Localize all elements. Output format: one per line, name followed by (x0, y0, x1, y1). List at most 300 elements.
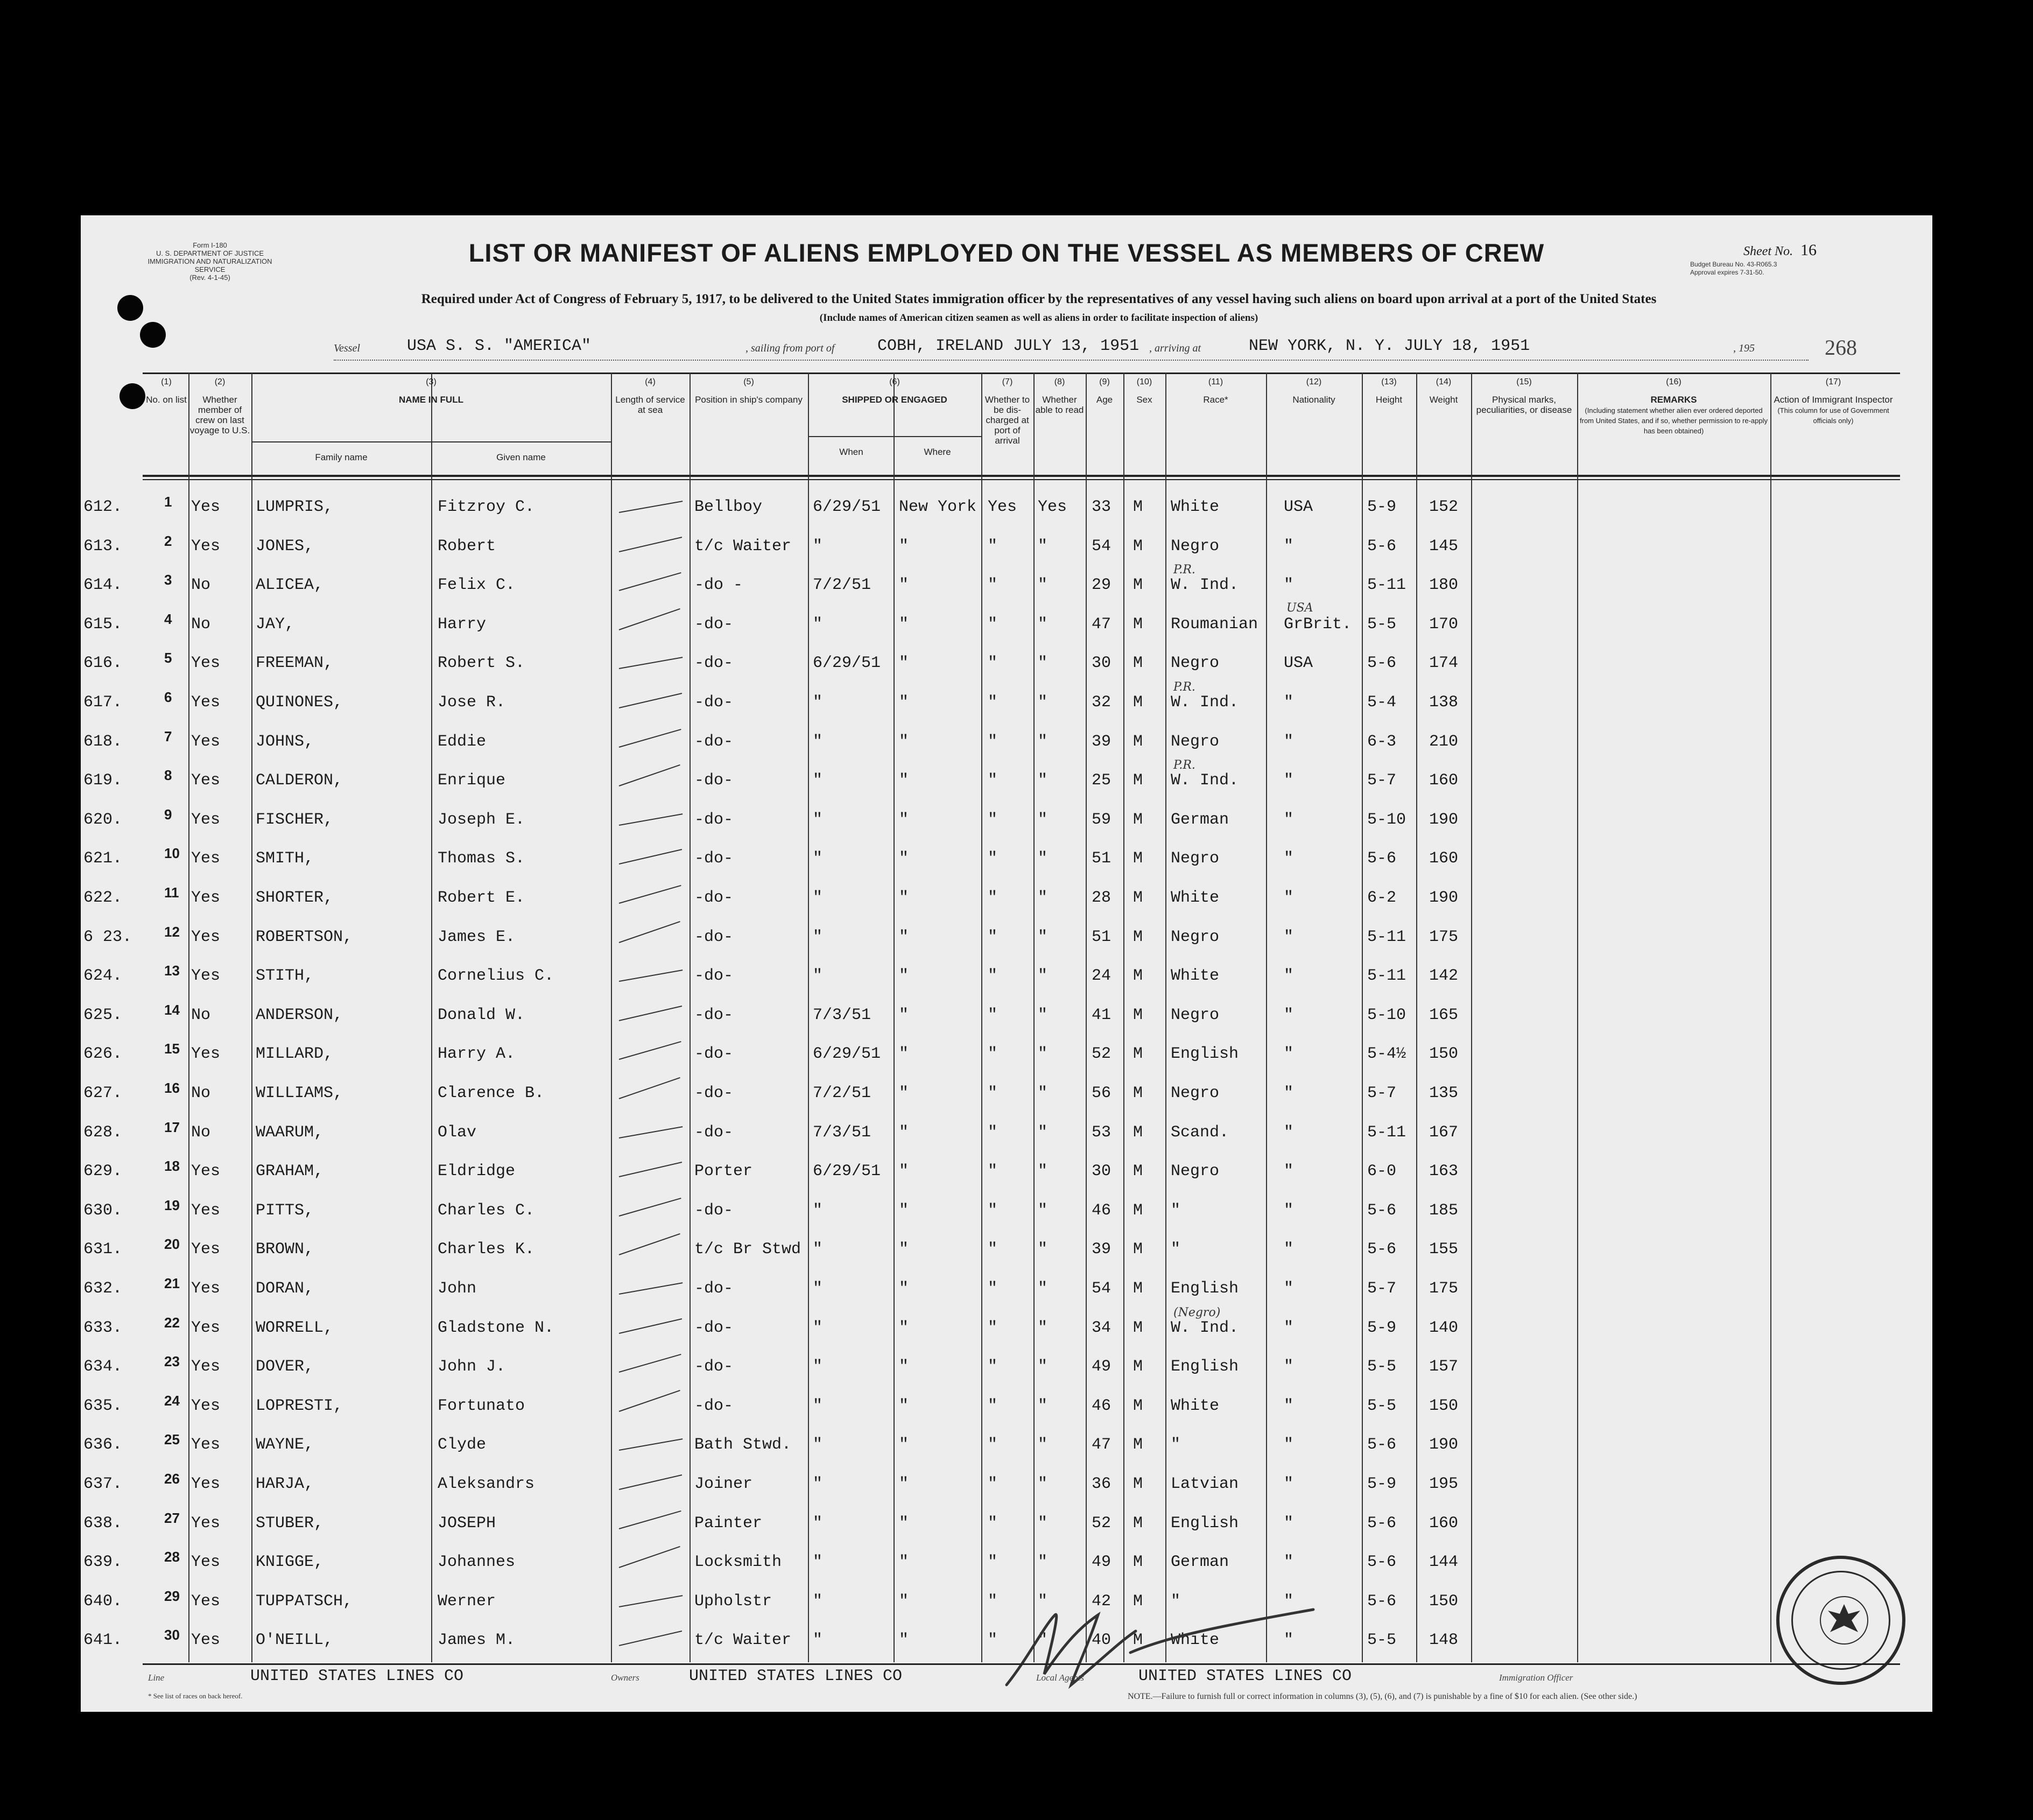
arrival: NEW YORK, N. Y. JULY 18, 1951 (1249, 337, 1530, 355)
nationality-cell: " (1284, 1201, 1294, 1220)
list-number-cell: 619. (83, 771, 123, 790)
nationality-cell: " (1284, 810, 1294, 829)
weight-cell: 174 (1429, 654, 1459, 673)
list-number-cell: 638. (83, 1514, 123, 1533)
position-cell: -do- (694, 1123, 734, 1142)
row-number-cell: 9 (164, 806, 172, 823)
sex-cell: M (1133, 1084, 1143, 1102)
row-number-cell: 29 (164, 1587, 180, 1604)
height-cell: 5-5 (1367, 1631, 1397, 1650)
sex-cell: M (1133, 1006, 1143, 1024)
able-to-read-cell: " (1038, 537, 1048, 556)
race-cell: White (1171, 498, 1220, 516)
discharged-cell: " (988, 1240, 998, 1259)
sex-cell: M (1133, 1162, 1143, 1181)
sex-cell: M (1133, 615, 1143, 634)
col-header-sex: (10) Sex (1136, 377, 1152, 405)
family-name-cell: MILLARD, (256, 1045, 334, 1064)
table-row (81, 1305, 1932, 1358)
shipped-where-cell: " (899, 889, 909, 907)
discharged-cell: " (988, 1436, 998, 1454)
age-cell: 52 (1092, 1514, 1112, 1533)
list-number-cell: 634. (83, 1358, 123, 1376)
able-to-read-cell: " (1038, 771, 1048, 790)
age-cell: 47 (1092, 1436, 1112, 1454)
discharged-cell: " (988, 1123, 998, 1142)
family-name-cell: SMITH, (256, 849, 314, 868)
table-row (81, 1392, 1932, 1436)
able-to-read-cell: " (1038, 732, 1048, 751)
row-number-cell: 10 (164, 845, 180, 862)
race-cell: German (1171, 810, 1229, 829)
height-cell: 5-6 (1367, 1436, 1397, 1454)
last-voyage-cell: Yes (191, 1631, 221, 1650)
service-tick-mark (619, 1162, 682, 1177)
race-cell: " (1171, 1592, 1181, 1611)
table-row (81, 923, 1932, 967)
race-cell: " (1171, 1436, 1181, 1454)
sex-cell: M (1133, 693, 1143, 712)
nationality-cell: " (1284, 1006, 1294, 1024)
weight-cell: 160 (1429, 1514, 1459, 1533)
table-row (81, 1041, 1932, 1084)
discharged-cell: " (988, 1553, 998, 1572)
subtitle: Required under Act of Congress of February 5, 1917, to be delivered to the United States immigration officer by the representatives of any vessel having such aliens on board upon arrival at a port of the United States (421, 292, 1657, 306)
table-row (81, 601, 1932, 654)
weight-cell: 190 (1429, 810, 1459, 829)
shipped-when-cell: " (813, 1318, 823, 1337)
race-cell: White (1171, 1396, 1220, 1415)
nationality-cell: " (1284, 576, 1294, 595)
row-number-cell: 27 (164, 1509, 180, 1526)
height-cell: 5-6 (1367, 1201, 1397, 1220)
family-name-cell: FISCHER, (256, 810, 334, 829)
col-header-family-name: Family name (315, 452, 368, 462)
nationality-cell: " (1284, 1475, 1294, 1493)
race-cell: English (1171, 1514, 1239, 1533)
eagle-icon (1817, 1593, 1871, 1647)
table-row (81, 806, 1932, 849)
nationality-cell: " (1284, 732, 1294, 751)
discharged-cell: " (988, 1396, 998, 1415)
given-name-cell: Joseph E. (438, 810, 525, 829)
last-voyage-cell: Yes (191, 927, 221, 946)
col-header-remarks: (16) REMARKS (Including statement whether alien ever ordered deported from United States, and if so, whether permission to re-apply has been obtained) (1580, 377, 1768, 435)
age-cell: 49 (1092, 1553, 1112, 1572)
family-name-cell: ALICEA, (256, 576, 324, 595)
age-cell: 54 (1092, 537, 1112, 556)
shipped-when-cell: " (813, 889, 823, 907)
age-cell: 53 (1092, 1123, 1112, 1142)
position-cell: -do- (694, 771, 734, 790)
sex-cell: M (1133, 849, 1143, 868)
shipped-where-cell: " (899, 1553, 909, 1572)
able-to-read-cell: " (1038, 615, 1048, 634)
list-number-cell: 6 23. (83, 927, 132, 946)
race-cell: Negro (1171, 1162, 1220, 1181)
height-cell: 6-3 (1367, 732, 1397, 751)
col-header-physical-marks: (15) Physical marks, peculiarities, or disease (1476, 377, 1572, 415)
age-cell: 30 (1092, 1162, 1112, 1181)
able-to-read-cell: " (1038, 693, 1048, 712)
able-to-read-cell: " (1038, 1123, 1048, 1142)
age-cell: 41 (1092, 1006, 1112, 1024)
last-voyage-cell: Yes (191, 849, 221, 868)
last-voyage-cell: No (191, 1006, 211, 1024)
service-tick-mark (619, 1126, 683, 1139)
shipped-where-cell: " (899, 1631, 909, 1650)
able-to-read-cell: " (1038, 1475, 1048, 1493)
age-cell: 46 (1092, 1201, 1112, 1220)
family-name-cell: WAYNE, (256, 1436, 314, 1454)
table-row (81, 1080, 1932, 1123)
table-row (81, 563, 1932, 615)
family-name-cell: STITH, (256, 967, 314, 986)
row-number-cell: 4 (164, 610, 172, 627)
shipped-where-cell: " (899, 967, 909, 986)
shipped-where-cell: " (899, 810, 909, 829)
row-number-cell: 5 (164, 650, 172, 666)
nationality-cell: " (1284, 967, 1294, 986)
name-subheader-rule (251, 441, 611, 442)
nationality-cell: " (1284, 1280, 1294, 1298)
nationality-cell: " (1284, 1162, 1294, 1181)
height-cell: 5-4 (1367, 693, 1397, 712)
service-tick-mark (619, 537, 682, 552)
position-cell: -do- (694, 1201, 734, 1220)
list-number-cell: 635. (83, 1396, 123, 1415)
sex-cell: M (1133, 1631, 1143, 1650)
shipped-when-cell: " (813, 693, 823, 712)
discharged-cell: " (988, 1084, 998, 1102)
family-name-cell: ROBERTSON, (256, 927, 353, 946)
given-name-cell: Gladstone N. (438, 1318, 554, 1337)
race-cell: Negro (1171, 732, 1220, 751)
service-tick-mark (619, 1282, 683, 1295)
row-number-cell: 2 (164, 532, 172, 549)
list-number-cell: 637. (83, 1475, 123, 1493)
shipped-where-cell: " (899, 1162, 909, 1181)
able-to-read-cell: " (1038, 1006, 1048, 1024)
weight-cell: 152 (1429, 498, 1459, 516)
row-number-cell: 30 (164, 1627, 180, 1643)
last-voyage-cell: Yes (191, 1045, 221, 1064)
weight-cell: 163 (1429, 1162, 1459, 1181)
service-tick-mark (619, 1006, 682, 1021)
row-number-cell: 18 (164, 1158, 180, 1175)
last-voyage-cell: No (191, 1123, 211, 1142)
given-name-cell: Charles K. (438, 1240, 535, 1259)
sex-cell: M (1133, 537, 1143, 556)
shipped-when-cell: 6/29/51 (813, 654, 881, 673)
shipped-where-cell: " (899, 1006, 909, 1024)
table-row (81, 1197, 1932, 1240)
row-number-cell: 19 (164, 1197, 180, 1213)
last-voyage-cell: Yes (191, 1396, 221, 1415)
weight-cell: 155 (1429, 1240, 1459, 1259)
row-number-cell: 15 (164, 1041, 180, 1057)
race-cell: Latvian (1171, 1475, 1239, 1493)
position-cell: -do- (694, 889, 734, 907)
header-rule (143, 479, 1900, 480)
header-rule (143, 475, 1900, 477)
given-name-cell: Robert (438, 537, 496, 556)
position-cell: -do- (694, 1396, 734, 1415)
able-to-read-cell: " (1038, 927, 1048, 946)
position-cell: -do- (694, 1045, 734, 1064)
list-number-cell: 629. (83, 1162, 123, 1181)
col-header-discharged: (7) Whether to be dis-charged at port of arrival (984, 377, 1030, 446)
family-name-cell: FREEMAN, (256, 654, 334, 673)
sex-cell: M (1133, 1592, 1143, 1611)
row-number-cell: 24 (164, 1392, 180, 1409)
service-tick-mark (619, 1318, 682, 1334)
age-cell: 46 (1092, 1396, 1112, 1415)
sex-cell: M (1133, 1514, 1143, 1533)
shipped-when-cell: " (813, 849, 823, 868)
list-number-cell: 614. (83, 576, 123, 595)
race-cell: Negro (1171, 927, 1220, 946)
height-cell: 5-6 (1367, 849, 1397, 868)
race-cell: English (1171, 1045, 1239, 1064)
able-to-read-cell: " (1038, 1240, 1048, 1259)
height-cell: 5-10 (1367, 1006, 1406, 1024)
discharged-cell: " (988, 810, 998, 829)
last-voyage-cell: Yes (191, 1592, 221, 1611)
height-cell: 5-9 (1367, 498, 1397, 516)
able-to-read-cell: " (1038, 849, 1048, 868)
list-number-cell: 622. (83, 889, 123, 907)
list-number-cell: 612. (83, 498, 123, 516)
race-cell: White (1171, 967, 1220, 986)
position-cell: -do- (694, 1358, 734, 1376)
shipped-where-cell: " (899, 849, 909, 868)
discharged-cell: " (988, 1514, 998, 1533)
position-cell: t/c Waiter (694, 1631, 792, 1650)
shipped-when-cell: " (813, 615, 823, 634)
last-voyage-cell: Yes (191, 1514, 221, 1533)
able-to-read-cell: " (1038, 1358, 1048, 1376)
last-voyage-cell: Yes (191, 1318, 221, 1337)
age-cell: 52 (1092, 1045, 1112, 1064)
table-row (81, 1353, 1932, 1396)
given-name-cell: Robert S. (438, 654, 525, 673)
shipped-when-cell: " (813, 1514, 823, 1533)
height-cell: 5-5 (1367, 615, 1397, 634)
last-voyage-cell: Yes (191, 889, 221, 907)
race-annotation: (Negro) (1173, 1305, 1221, 1319)
table-row (81, 728, 1932, 771)
col-header-position: (5) Position in ship's company (695, 377, 803, 405)
race-cell: Roumanian (1171, 615, 1258, 634)
age-cell: 42 (1092, 1592, 1112, 1611)
height-cell: 6-0 (1367, 1162, 1397, 1181)
row-number-cell: 20 (164, 1236, 180, 1253)
position-cell: -do- (694, 849, 734, 868)
able-to-read-cell: Yes (1038, 498, 1067, 516)
given-name-cell: Charles C. (438, 1201, 535, 1220)
list-number-cell: 620. (83, 810, 123, 829)
weight-cell: 185 (1429, 1201, 1459, 1220)
given-name-cell: Clarence B. (438, 1084, 545, 1102)
nationality-annotation: USA (1286, 601, 1313, 615)
last-voyage-cell: No (191, 1084, 211, 1102)
given-name-cell: John (438, 1280, 477, 1298)
service-tick-mark (619, 693, 682, 708)
shipped-when-cell: " (813, 967, 823, 986)
discharged-cell: " (988, 927, 998, 946)
position-cell: -do- (694, 1318, 734, 1337)
row-number-cell: 12 (164, 923, 180, 940)
discharged-cell: Yes (988, 498, 1017, 516)
shipped-where-cell: " (899, 1123, 909, 1142)
sex-cell: M (1133, 1318, 1143, 1337)
shipped-where-cell: " (899, 537, 909, 556)
footer: Line UNITED STATES LINES CO Owners UNITED STATES LINES CO Local Agents UNITED STATES LINES CO Immigration Officer * See list of races on back hereof. NOTE.—Failure to furnish full or correct information in columns (3), (5), (6), and (7) is punishable by a fine of $10 for each alien. (See other side.) (143, 1663, 1900, 1708)
given-name-cell: JOSEPH (438, 1514, 496, 1533)
list-number-cell: 617. (83, 693, 123, 712)
able-to-read-cell: " (1038, 1318, 1048, 1337)
position-cell: Bellboy (694, 498, 763, 516)
position-cell: -do- (694, 615, 734, 634)
shipped-where-cell: " (899, 1201, 909, 1220)
penalty-note: NOTE.—Failure to furnish full or correct information in columns (3), (5), (6), and (7) is punishable by a fine of $10 for each alien. (See other side.) (1128, 1692, 1637, 1701)
nationality-cell: " (1284, 1592, 1294, 1611)
row-number-cell: 1 (164, 494, 172, 510)
page-title: LIST OR MANIFEST OF ALIENS EMPLOYED ON THE VESSEL AS MEMBERS OF CREW (468, 238, 1545, 267)
nationality-cell: " (1284, 1318, 1294, 1337)
able-to-read-cell: " (1038, 1436, 1048, 1454)
list-number-cell: 613. (83, 537, 123, 556)
age-cell: 32 (1092, 693, 1112, 712)
shipped-when-cell: " (813, 1631, 823, 1650)
service-tick-mark (619, 813, 683, 826)
sex-cell: M (1133, 889, 1143, 907)
nationality-cell: " (1284, 537, 1294, 556)
given-name-cell: Eldridge (438, 1162, 516, 1181)
last-voyage-cell: Yes (191, 1240, 221, 1259)
given-name-cell: Enrique (438, 771, 506, 790)
family-name-cell: CALDERON, (256, 771, 343, 790)
sheet-number: Sheet No. 16 (1743, 241, 1817, 259)
given-name-cell: Cornelius C. (438, 967, 554, 986)
row-number-cell: 14 (164, 1001, 180, 1018)
family-name-cell: JONES, (256, 537, 314, 556)
discharged-cell: " (988, 1006, 998, 1024)
col-header-service: (4) Length of service at sea (615, 377, 685, 415)
shipped-when-cell: " (813, 1280, 823, 1298)
age-cell: 30 (1092, 654, 1112, 673)
table-row (81, 1158, 1932, 1201)
height-cell: 5-11 (1367, 927, 1406, 946)
race-cell: W. Ind. (1171, 1318, 1239, 1337)
row-number-cell: 17 (164, 1119, 180, 1135)
last-voyage-cell: Yes (191, 498, 221, 516)
subtitle-note: (Include names of American citizen seamen as well as aliens in order to facilitate inspection of aliens) (819, 312, 1258, 324)
weight-cell: 175 (1429, 927, 1459, 946)
weight-cell: 180 (1429, 576, 1459, 595)
list-number-cell: 632. (83, 1280, 123, 1298)
weight-cell: 138 (1429, 693, 1459, 712)
last-voyage-cell: Yes (191, 1162, 221, 1181)
family-name-cell: KNIGGE, (256, 1553, 324, 1572)
position-cell: -do- (694, 927, 734, 946)
family-name-cell: QUINONES, (256, 693, 343, 712)
nationality-cell: " (1284, 1045, 1294, 1064)
discharged-cell: " (988, 849, 998, 868)
race-cell: White (1171, 889, 1220, 907)
table-row (81, 1549, 1932, 1592)
col-header-race: (11) Race* (1203, 377, 1228, 405)
able-to-read-cell: " (1038, 1631, 1048, 1650)
able-to-read-cell: " (1038, 1201, 1048, 1220)
shipped-where-cell: " (899, 1358, 909, 1376)
family-name-cell: O'NEILL, (256, 1631, 334, 1650)
shipped-when-cell: 7/3/51 (813, 1123, 871, 1142)
last-voyage-cell: Yes (191, 537, 221, 556)
list-number-cell: 618. (83, 732, 123, 751)
shipped-when-cell: 6/29/51 (813, 1045, 881, 1064)
last-voyage-cell: Yes (191, 1475, 221, 1493)
weight-cell: 150 (1429, 1396, 1459, 1415)
discharged-cell: " (988, 1475, 998, 1493)
row-number-cell: 13 (164, 962, 180, 979)
service-tick-mark (619, 849, 682, 865)
given-name-cell: Harry A. (438, 1045, 516, 1064)
sex-cell: M (1133, 1396, 1143, 1415)
nationality-cell: " (1284, 1436, 1294, 1454)
shipped-where-cell: " (899, 1084, 909, 1102)
race-cell: Negro (1171, 1006, 1220, 1024)
table-row (81, 884, 1932, 927)
position-cell: Porter (694, 1162, 753, 1181)
col-header-last-voyage: (2) Whether member of crew on last voyage to U.S. (189, 377, 250, 435)
list-number-cell: 627. (83, 1084, 123, 1102)
shipped-where-cell: " (899, 1592, 909, 1611)
last-voyage-cell: Yes (191, 1436, 221, 1454)
height-cell: 5-7 (1367, 771, 1397, 790)
race-cell: German (1171, 1553, 1229, 1572)
col-header-name: (3) NAME IN FULL (399, 377, 463, 405)
race-cell: W. Ind. (1171, 771, 1239, 790)
service-tick-mark (619, 1439, 683, 1451)
sex-cell: M (1133, 810, 1143, 829)
family-name-cell: HARJA, (256, 1475, 314, 1493)
race-cell: English (1171, 1358, 1239, 1376)
last-voyage-cell: Yes (191, 1358, 221, 1376)
height-cell: 5-6 (1367, 1514, 1397, 1533)
shipped-when-cell: " (813, 810, 823, 829)
given-name-cell: Felix C. (438, 576, 516, 595)
given-name-cell: Robert E. (438, 889, 525, 907)
age-cell: 33 (1092, 498, 1112, 516)
weight-cell: 167 (1429, 1123, 1459, 1142)
nationality-cell: USA (1284, 498, 1313, 516)
nationality-cell: " (1284, 1553, 1294, 1572)
col-header-when: When (839, 447, 863, 457)
agents-value: UNITED STATES LINES CO (1138, 1667, 1352, 1685)
height-cell: 5-9 (1367, 1318, 1397, 1337)
able-to-read-cell: " (1038, 889, 1048, 907)
shipped-when-cell: " (813, 732, 823, 751)
owners-value: UNITED STATES LINES CO (689, 1667, 903, 1685)
position-cell: -do- (694, 1084, 734, 1102)
table-row (81, 758, 1932, 810)
sex-cell: M (1133, 1045, 1143, 1064)
height-cell: 5-10 (1367, 810, 1406, 829)
row-number-cell: 11 (164, 884, 179, 901)
family-name-cell: ANDERSON, (256, 1006, 343, 1024)
